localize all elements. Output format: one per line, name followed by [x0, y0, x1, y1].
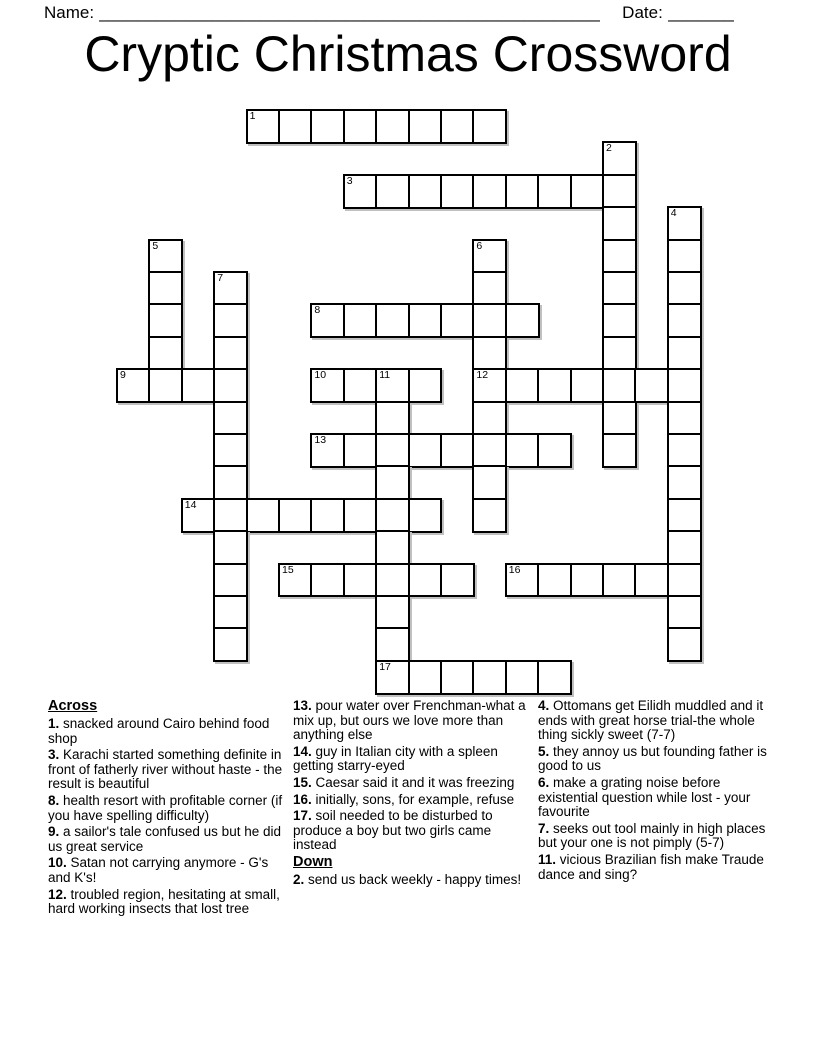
- clue-across-13: 13. pour water over Frenchman-what a mix up, but ours we love more than anything else: [293, 698, 526, 743]
- cell-number: 9: [120, 369, 126, 382]
- grid-cell[interactable]: [472, 271, 507, 306]
- grid-cell[interactable]: [148, 368, 183, 403]
- grid-cell[interactable]: [375, 465, 410, 500]
- grid-cell[interactable]: [375, 563, 410, 598]
- grid-cell[interactable]: [472, 303, 507, 338]
- clue-across-15: 15. Caesar said it and it was freezing: [293, 774, 515, 790]
- name-label: Name:: [44, 3, 95, 22]
- clue-number: 3.: [48, 747, 60, 763]
- clue-down-4: 4. Ottomans get Eilidh muddled and it ends with great horse trial-the whole thing sickly sweet (7-7): [538, 698, 764, 743]
- clue-column-1: [48, 699, 287, 919]
- cell-number: 2: [606, 142, 612, 155]
- clue-down-6: 6. make a grating noise before existential question while lost - your favourite: [538, 774, 751, 820]
- crossword-grid: [116, 109, 706, 699]
- grid-cell[interactable]: [472, 174, 507, 209]
- grid-cell[interactable]: [148, 239, 183, 274]
- grid-cell[interactable]: [505, 368, 540, 403]
- clue-number: 11.: [538, 851, 557, 867]
- grid-cell[interactable]: [667, 530, 702, 565]
- grid-cell[interactable]: [602, 368, 637, 403]
- grid-cell[interactable]: [408, 563, 443, 598]
- grid-cell[interactable]: [472, 239, 507, 274]
- clue-number: 15.: [293, 774, 312, 790]
- grid-cell[interactable]: [440, 174, 475, 209]
- grid-cell[interactable]: [375, 660, 410, 695]
- clues-section: [48, 699, 778, 919]
- grid-cell[interactable]: [602, 239, 637, 274]
- grid-cell[interactable]: [213, 271, 248, 306]
- grid-cell[interactable]: [634, 368, 669, 403]
- grid-cell[interactable]: [246, 109, 281, 144]
- grid-cell[interactable]: [213, 303, 248, 338]
- grid-cell[interactable]: [148, 336, 183, 371]
- grid-cell[interactable]: [570, 563, 605, 598]
- grid-cell[interactable]: [213, 595, 248, 630]
- grid-cell[interactable]: [375, 109, 410, 144]
- grid-cell[interactable]: [667, 303, 702, 338]
- name-line: _____________________________________________________: [99, 3, 601, 22]
- cell-number: 12: [476, 369, 489, 382]
- clue-number: 2.: [293, 871, 305, 887]
- grid-cell[interactable]: [148, 303, 183, 338]
- grid-cell[interactable]: [343, 563, 378, 598]
- cell-number: 10: [314, 369, 327, 382]
- grid-cell[interactable]: [472, 465, 507, 500]
- grid-cell[interactable]: [213, 465, 248, 500]
- grid-cell[interactable]: [505, 563, 540, 598]
- grid-cell[interactable]: [472, 433, 507, 468]
- grid-cell[interactable]: [343, 368, 378, 403]
- grid-cell[interactable]: [408, 174, 443, 209]
- grid-cell[interactable]: [472, 401, 507, 436]
- grid-cell[interactable]: [667, 498, 702, 533]
- date-line: _______: [667, 3, 734, 22]
- clue-across-9: 9. a sailor's tale confused us but he did us great service: [48, 824, 281, 854]
- grid-cell[interactable]: [440, 563, 475, 598]
- grid-cell[interactable]: [375, 368, 410, 403]
- grid-cell[interactable]: [343, 433, 378, 468]
- clue-down-5: 5. they annoy us but founding father is good to us: [538, 743, 767, 774]
- grid-cell[interactable]: [310, 109, 345, 144]
- grid-cell[interactable]: [602, 401, 637, 436]
- grid-cell[interactable]: [408, 498, 443, 533]
- grid-cell[interactable]: [667, 336, 702, 371]
- grid-cell[interactable]: [213, 530, 248, 565]
- grid-cell[interactable]: [310, 303, 345, 338]
- clue-number: 12.: [48, 886, 67, 902]
- clue-number: 8.: [48, 792, 60, 808]
- grid-cell[interactable]: [602, 141, 637, 176]
- clue-across-14: 14. guy in Italian city with a spleen getting starry-eyed: [293, 743, 498, 774]
- clue-across-3: 3. Karachi started something definite in front of fatherly river without haste - the result is beautiful: [48, 747, 283, 792]
- grid-cell[interactable]: [213, 498, 248, 533]
- grid-cell[interactable]: [375, 595, 410, 630]
- grid-cell[interactable]: [537, 660, 572, 695]
- grid-cell[interactable]: [537, 563, 572, 598]
- grid-cell[interactable]: [148, 271, 183, 306]
- clue-across-12: 12. troubled region, hesitating at small, hard working insects that lost tree: [48, 886, 280, 917]
- grid-cell[interactable]: [408, 433, 443, 468]
- grid-cell[interactable]: [310, 498, 345, 533]
- clue-number: 4.: [538, 698, 550, 713]
- grid-cell[interactable]: [246, 498, 281, 533]
- grid-cell[interactable]: [375, 498, 410, 533]
- grid-cell[interactable]: [634, 563, 669, 598]
- grid-cell[interactable]: [343, 303, 378, 338]
- grid-cell[interactable]: [278, 563, 313, 598]
- clue-number: 17.: [293, 808, 312, 824]
- grid-cell[interactable]: [505, 174, 540, 209]
- grid-cell[interactable]: [602, 336, 637, 371]
- grid-cell[interactable]: [602, 206, 637, 241]
- cell-number: 17: [379, 660, 391, 673]
- grid-cell[interactable]: [570, 368, 605, 403]
- grid-cell[interactable]: [408, 660, 443, 695]
- grid-cell[interactable]: [602, 271, 637, 306]
- grid-cell[interactable]: [375, 627, 410, 662]
- cell-number: 4: [670, 207, 677, 220]
- down-heading: Down: [293, 853, 333, 870]
- cell-number: 6: [476, 239, 483, 252]
- grid-cell[interactable]: [278, 109, 313, 144]
- grid-cell[interactable]: [278, 498, 313, 533]
- grid-cell[interactable]: [667, 368, 702, 403]
- clue-down-11: 11. vicious Brazilian fish make Traude dance and sing?: [538, 851, 764, 882]
- grid-cell[interactable]: [408, 303, 443, 338]
- clue-down-7: 7. seeks out tool mainly in high places but your one is not pimply (5-7): [538, 820, 766, 851]
- clue-across-16: 16. initially, sons, for example, refuse: [293, 791, 515, 807]
- cell-number: 3: [346, 174, 353, 187]
- grid-cell[interactable]: [181, 368, 216, 403]
- grid-cell[interactable]: [213, 401, 248, 436]
- grid-cell[interactable]: [440, 433, 475, 468]
- grid-cell[interactable]: [375, 303, 410, 338]
- grid-cell[interactable]: [440, 109, 475, 144]
- grid-cell[interactable]: [213, 433, 248, 468]
- grid-cell[interactable]: [213, 368, 248, 403]
- cell-number: 1: [249, 110, 256, 122]
- cell-number: 16: [508, 563, 521, 576]
- grid-cell[interactable]: [505, 303, 540, 338]
- grid-cell[interactable]: [472, 498, 507, 533]
- clue-number: 1.: [48, 716, 60, 731]
- grid-cell[interactable]: [667, 401, 702, 436]
- cell-number: 15: [282, 563, 294, 576]
- grid-cell[interactable]: [181, 498, 216, 533]
- name-date-row: [44, 3, 746, 23]
- grid-cell[interactable]: [408, 368, 443, 403]
- grid-cell[interactable]: [116, 368, 151, 403]
- grid-cell[interactable]: [440, 303, 475, 338]
- clue-across-10: 10. Satan not carrying anymore - G's and K's!: [48, 855, 269, 885]
- grid-cell[interactable]: [472, 336, 507, 371]
- grid-cell[interactable]: [472, 660, 507, 695]
- clue-number: 9.: [48, 824, 60, 840]
- grid-cell[interactable]: [602, 303, 637, 338]
- cell-number: 5: [152, 239, 159, 252]
- grid-cell[interactable]: [602, 433, 637, 468]
- grid-cell[interactable]: [667, 465, 702, 500]
- grid-cell[interactable]: [537, 174, 572, 209]
- grid-cell[interactable]: [375, 433, 410, 468]
- grid-cell[interactable]: [375, 401, 410, 436]
- cell-number: 13: [314, 434, 327, 446]
- grid-cell[interactable]: [310, 433, 345, 468]
- grid-cell[interactable]: [213, 627, 248, 662]
- grid-cell[interactable]: [343, 109, 378, 144]
- grid-cell[interactable]: [310, 368, 345, 403]
- grid-cell[interactable]: [570, 174, 605, 209]
- clue-number: 6.: [538, 774, 550, 790]
- grid-cell[interactable]: [343, 498, 378, 533]
- cell-number: 8: [314, 304, 321, 317]
- clue-number: 10.: [48, 855, 67, 871]
- page-title: Cryptic Christmas Crossword: [84, 26, 732, 82]
- grid-cell[interactable]: [667, 433, 702, 468]
- cell-number: 11: [379, 369, 391, 382]
- grid-cell[interactable]: [537, 433, 572, 468]
- grid-cell[interactable]: [667, 206, 702, 241]
- cell-number: 7: [217, 272, 224, 284]
- date-label: Date:: [622, 3, 663, 22]
- grid-cell[interactable]: [310, 563, 345, 598]
- grid-cell[interactable]: [375, 530, 410, 565]
- clue-column-3: [538, 699, 777, 919]
- clue-number: 14.: [293, 743, 312, 759]
- grid-cell[interactable]: [667, 563, 702, 598]
- grid-cell[interactable]: [505, 433, 540, 468]
- clue-across-8: 8. health resort with profitable corner (if you have spelling difficulty): [48, 792, 283, 823]
- grid-cell[interactable]: [537, 368, 572, 403]
- grid-cell[interactable]: [472, 368, 507, 403]
- clue-number: 7.: [538, 820, 550, 836]
- grid-cell[interactable]: [667, 627, 702, 662]
- across-heading: Across: [48, 698, 98, 714]
- grid-cell[interactable]: [213, 336, 248, 371]
- grid-cell[interactable]: [408, 109, 443, 144]
- grid-cell[interactable]: [667, 239, 702, 274]
- clue-column-2: [293, 699, 532, 919]
- grid-cell[interactable]: [602, 174, 637, 209]
- grid-cell[interactable]: [602, 563, 637, 598]
- clue-number: 16.: [293, 791, 312, 807]
- grid-cell[interactable]: [667, 595, 702, 630]
- grid-cell[interactable]: [343, 174, 378, 209]
- grid-cell[interactable]: [505, 660, 540, 695]
- clue-number: 13.: [293, 698, 312, 713]
- grid-cell[interactable]: [213, 563, 248, 598]
- clue-across-17: 17. soil needed to be disturbed to produce a boy but two girls came instead: [293, 808, 493, 853]
- grid-cell[interactable]: [375, 174, 410, 209]
- cell-number: 14: [184, 498, 197, 511]
- grid-cell[interactable]: [440, 660, 475, 695]
- grid-cell[interactable]: [667, 271, 702, 306]
- clue-across-1: 1. snacked around Cairo behind food shop: [48, 716, 270, 746]
- clue-down-2: 2. send us back weekly - happy times!: [293, 871, 522, 887]
- grid-cell[interactable]: [472, 109, 507, 144]
- clue-number: 5.: [538, 743, 550, 759]
